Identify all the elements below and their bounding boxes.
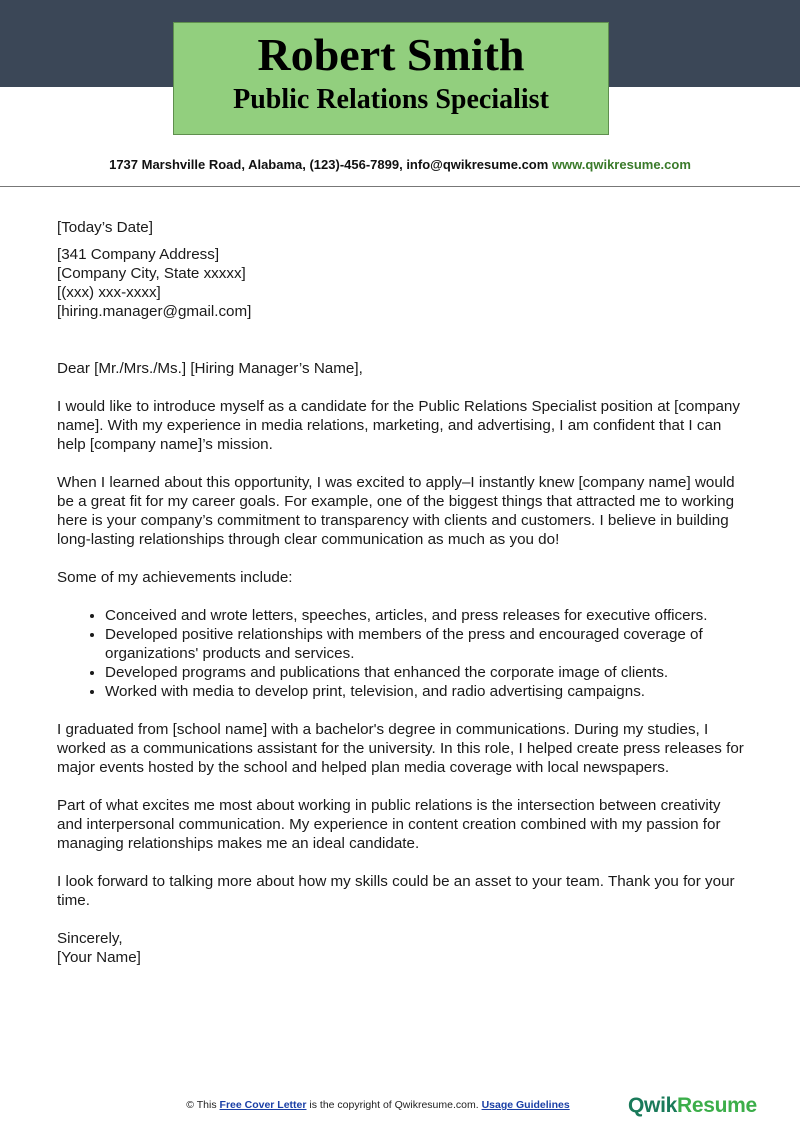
achievements-intro: Some of my achievements include: xyxy=(57,569,293,586)
letter-date: [Today’s Date] xyxy=(57,219,153,236)
logo-q: Q xyxy=(628,1094,645,1117)
address-line: [(xxx) xxx-xxxx] xyxy=(57,284,161,301)
footer-middle: is the copyright of Qwikresume.com. xyxy=(309,1099,479,1111)
closing: Sincerely, xyxy=(57,930,123,947)
logo-wik: wik xyxy=(644,1094,677,1117)
address-line: [341 Company Address] xyxy=(57,246,220,263)
header-divider xyxy=(0,186,800,187)
paragraph: I would like to introduce myself as a candidate for the Public Relations Specialist position at [company name]. With my experience in media relations, marketing, and advertising, I am confident that I can help [company name]’s mission. xyxy=(57,398,740,453)
letter-body xyxy=(57,218,747,967)
website-link[interactable]: www.qwikresume.com xyxy=(551,157,691,172)
qwikresume-logo xyxy=(628,1094,757,1118)
usage-guidelines-link[interactable]: Usage Guidelines xyxy=(481,1099,570,1111)
salutation: Dear [Mr./Mrs./Ms.] [Hiring Manager’s Name], xyxy=(57,360,363,377)
name-box xyxy=(173,22,609,135)
candidate-name: Robert Smith xyxy=(257,29,525,80)
logo-resume: Resume xyxy=(677,1094,757,1117)
list-item: • Developed positive relationships with members of the press and encouraged coverage of organizations' products and services. xyxy=(105,625,747,663)
signature: [Your Name] xyxy=(57,949,141,966)
paragraph: I look forward to talking more about how my skills could be an asset to your team. Thank you for your time. xyxy=(57,873,735,909)
address-line: [hiring.manager@gmail.com] xyxy=(57,303,252,320)
paragraph: I graduated from [school name] with a bachelor's degree in communications. During my studies, I worked as a communications assistant for the university. In this role, I helped create press releases for major events hosted by the school and helped plan media coverage with local newspapers. xyxy=(57,721,744,776)
achievements-list xyxy=(57,606,747,701)
list-item: • Worked with media to develop print, television, and radio advertising campaigns. xyxy=(105,682,747,701)
list-item: • Developed programs and publications that enhanced the corporate image of clients. xyxy=(105,663,747,682)
footer-prefix: © This xyxy=(186,1099,217,1111)
paragraph: Part of what excites me most about working in public relations is the intersection between creativity and interpersonal communication. My experience in content creation combined with my passion for managing relationships makes me an ideal candidate. xyxy=(57,797,721,852)
contact-details: 1737 Marshville Road, Alabama, (123)-456-7899, info@qwikresume.com xyxy=(109,157,549,172)
address-line: [Company City, State xxxxx] xyxy=(57,265,246,282)
contact-line xyxy=(0,157,800,172)
job-title: Public Relations Specialist xyxy=(233,84,549,115)
list-item: • Conceived and wrote letters, speeches, articles, and press releases for executive officers. xyxy=(105,606,747,625)
free-cover-letter-link[interactable]: Free Cover Letter xyxy=(219,1099,307,1111)
recipient-address xyxy=(57,245,747,321)
paragraph: When I learned about this opportunity, I was excited to apply–I instantly knew [company name] would be a great fit for my career goals. For example, one of the biggest things that attracted me to working here is your company’s commitment to transparency with clients and customers. I believe in building long-lasting relationships through clear communication as much as you do! xyxy=(57,474,735,548)
